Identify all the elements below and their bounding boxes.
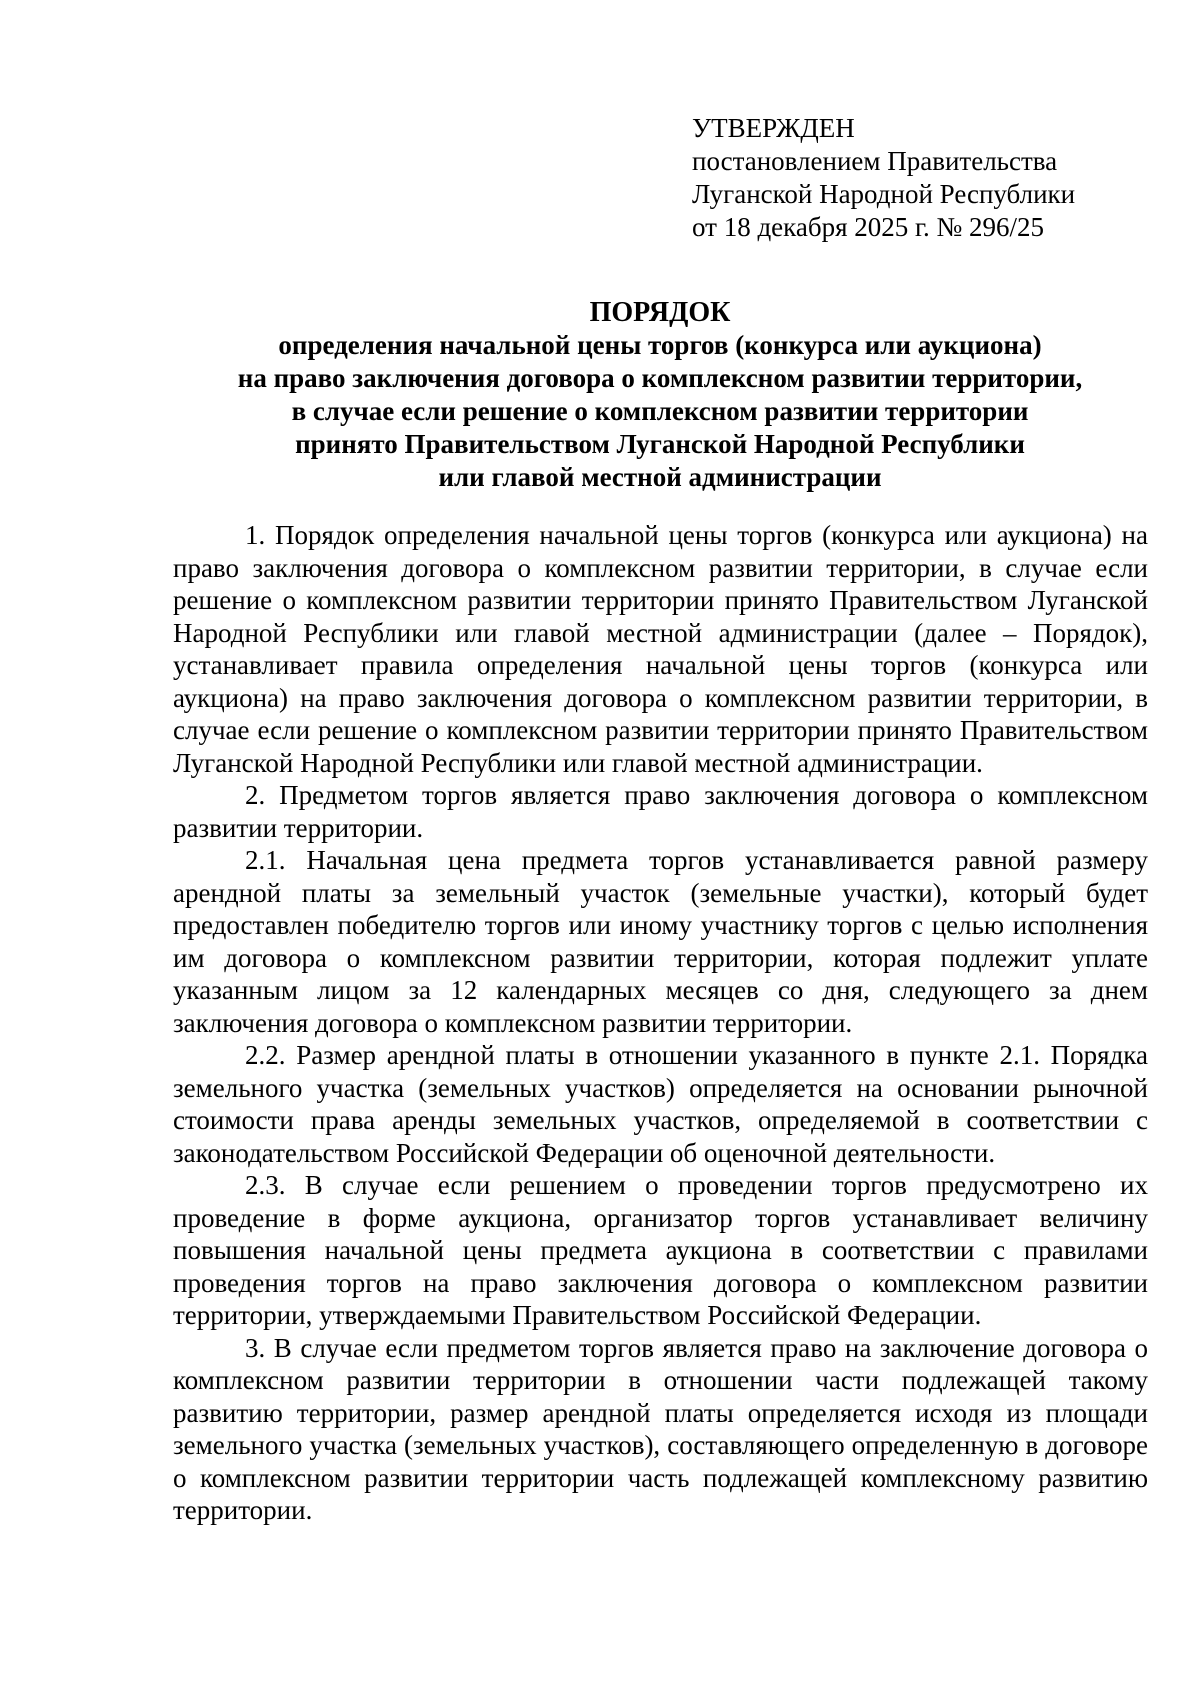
paragraph-2-2: 2.2. Размер арендной платы в отношении указанного в пункте 2.1. Порядка земельного участка (земельных участков) определяется на основании рыночной стоимости права аренды земельных участков, определяемой в соответствии с законодательством Российской Федерации об оценочной деятельности. bbox=[173, 1040, 1148, 1168]
approval-line-1: УТВЕРЖДЕН bbox=[692, 113, 855, 143]
title-sub-line-1: определения начальной цены торгов (конкурса или аукциона) bbox=[278, 330, 1042, 360]
paragraph-3: 3. В случае если предметом торгов является право на заключение договора о комплексном развитии территории в отношении части подлежащей такому развитию территории, размер арендной платы определяется исходя из площади земельного участка (земельных участков), составляющего определенную в договоре о комплексном развитии территории часть подлежащей комплексному развитию территории. bbox=[173, 1332, 1148, 1525]
paragraph-2-3: 2.3. В случае если решением о проведении торгов предусмотрено их проведение в форме аукциона, организатор торгов устанавливает величину повышения начальной цены предмета аукциона в соответствии с правилами проведения торгов на право заключения договора о комплексном развитии территории, утверждаемыми Правительством Российской Федерации. bbox=[173, 1170, 1148, 1330]
paragraph-1: 1. Порядок определения начальной цены торгов (конкурса или аукциона) на право заключения договора о комплексном развитии территории, в случае если решение о комплексном развитии территории принято Правительством Луганской Народной Республики или главой местной администрации (далее – Порядок), устанавливает правила определения начальной цены торгов (конкурса или аукциона) на право заключения договора о комплексном развитии территории, в случае если решение о комплексном развитии территории принято Правительством Луганской Народной Республики или главой местной администрации. bbox=[173, 520, 1148, 778]
title-sub-line-3: в случае если решение о комплексном развитии территории bbox=[291, 396, 1029, 426]
paragraph-2-1: 2.1. Начальная цена предмета торгов устанавливается равной размеру арендной платы за земельный участок (земельные участки), который будет предоставлен победителю торгов или иному участнику торгов с целью исполнения им договора о комплексном развитии территории, которая подлежит уплате указанным лицом за 12 календарных месяцев со дня, следующего за днем заключения договора о комплексном развитии территории. bbox=[173, 845, 1148, 1038]
approval-line-4: от 18 декабря 2025 г. № 296/25 bbox=[692, 212, 1045, 242]
approval-stamp bbox=[692, 112, 1172, 244]
approval-line-3: Луганской Народной Республики bbox=[692, 179, 1076, 209]
title-sub-line-5: или главой местной администрации bbox=[438, 462, 882, 492]
title-sub-line-2: на право заключения договора о комплексном развитии территории, bbox=[237, 363, 1083, 393]
document-title bbox=[170, 296, 1150, 494]
title-sub-line-4: принято Правительством Луганской Народной Республики bbox=[295, 429, 1025, 459]
title-main: ПОРЯДОК bbox=[589, 297, 731, 328]
document-body bbox=[173, 519, 1148, 1527]
paragraph-2: 2. Предметом торгов является право заключения договора о комплексном развитии территории. bbox=[173, 780, 1148, 843]
approval-line-2: постановлением Правительства bbox=[692, 146, 1058, 176]
